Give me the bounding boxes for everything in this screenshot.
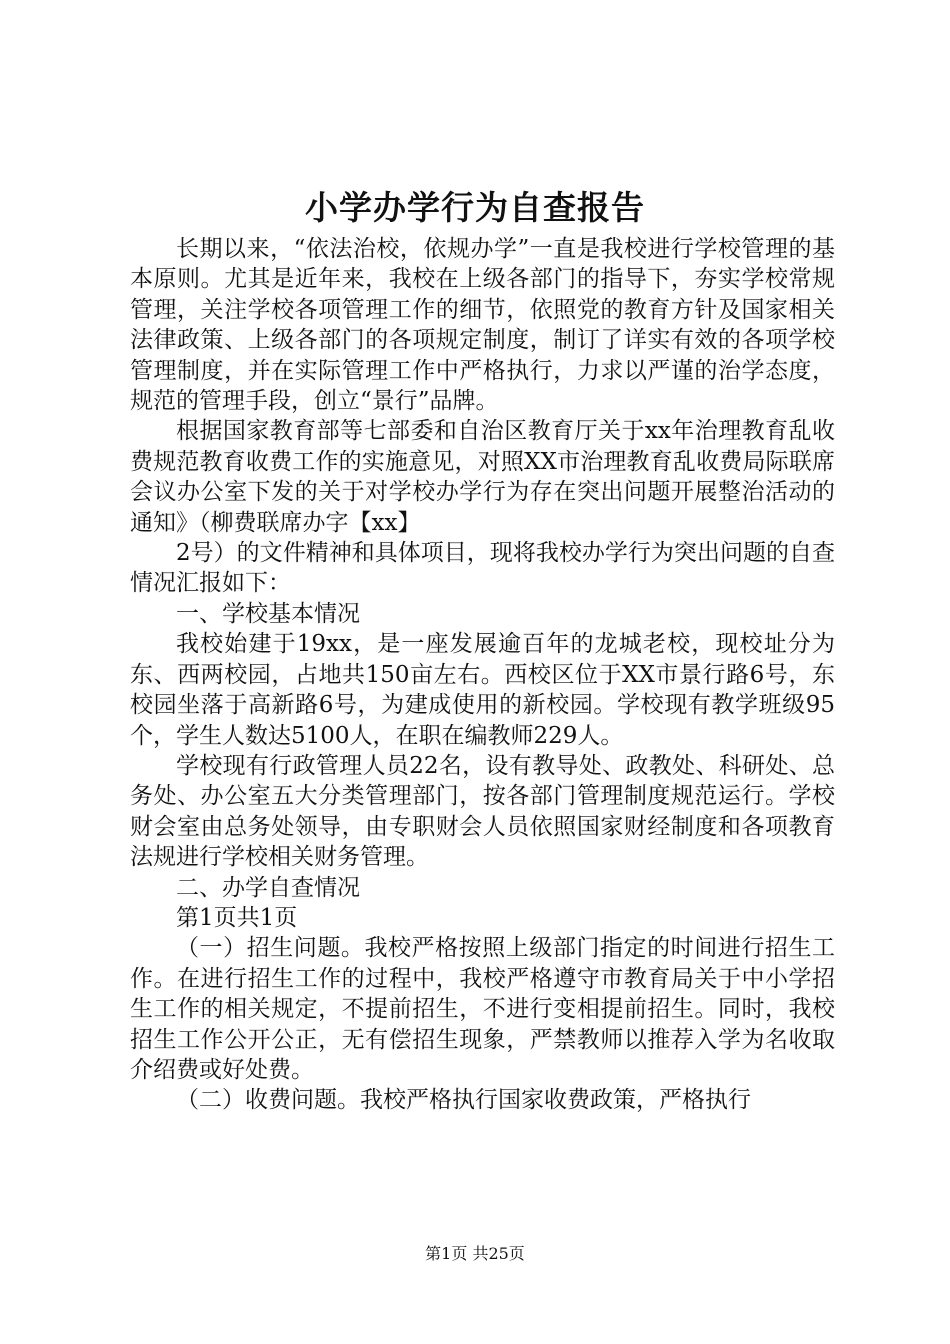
page-footer: 第1页 共25页: [425, 1244, 525, 1263]
document-title: 小学办学行为自查报告: [305, 188, 645, 227]
section-heading-basic-info: 一、学校基本情况: [176, 600, 360, 627]
paragraph-report-scope: 2号）的文件精神和具体项目，现将我校办学行为突出问题的自查情况汇报如下：: [130, 540, 835, 597]
paragraph-administration: 学校现有行政管理人员22名，设有教导处、政教处、科研处、总务处、办公室五大分类管理部门，按各部门管理制度规范运行。学校财会室由总务处领导，由专职财会人员依照国家财经制度和各项教育法规进行学校相关财务管理。: [130, 752, 835, 871]
paragraph-basis: 根据国家教育部等七部委和自治区教育厅关于xx年治理教育乱收费规范教育收费工作的实施意见，对照XX市治理教育乱收费局际联席会议办公室下发的关于对学校办学行为存在突出问题开展整治活动的通知》（柳费联席办字【xx】: [130, 418, 835, 536]
paragraph-intro: 长期以来，“依法治校，依规办学”一直是我校进行学校管理的基本原则。尤其是近年来，我校在上级各部门的指导下，夯实学校常规管理，关注学校各项管理工作的细节，依照党的教育方针及国家相关法律政策、上级各部门的各项规定制度，制订了详实有效的各项学校管理制度，并在实际管理工作中严格执行，力求以严谨的治学态度，规范的管理手段，创立“景行”品牌。: [130, 236, 835, 415]
paragraph-school-history: 我校始建于19xx，是一座发展逾百年的龙城老校，现校址分为东、西两校园，占地共150亩左右。西校区位于XX市景行路6号，东校园坐落于高新路6号，为建成使用的新校园。学校现有教学班级95个，学生人数达5100人，在职在编教师229人。: [130, 631, 835, 749]
section-heading-self-check: 二、办学自查情况: [176, 874, 360, 901]
paragraph-enrollment: （一）招生问题。我校严格按照上级部门指定的时间进行招生工作。在进行招生工作的过程中，我校严格遵守市教育局关于中小学招生工作的相关规定，不提前招生，不进行变相提前招生。同时，我校招生工作公开公正，无有偿招生现象，严禁教师以推荐入学为名收取介绍费或好处费。: [130, 935, 835, 1083]
document-body: [130, 234, 835, 1116]
paragraph-fees: （二）收费问题。我校严格执行国家收费政策，严格执行: [176, 1087, 751, 1114]
inline-page-marker: 第1页共1页: [176, 904, 298, 931]
